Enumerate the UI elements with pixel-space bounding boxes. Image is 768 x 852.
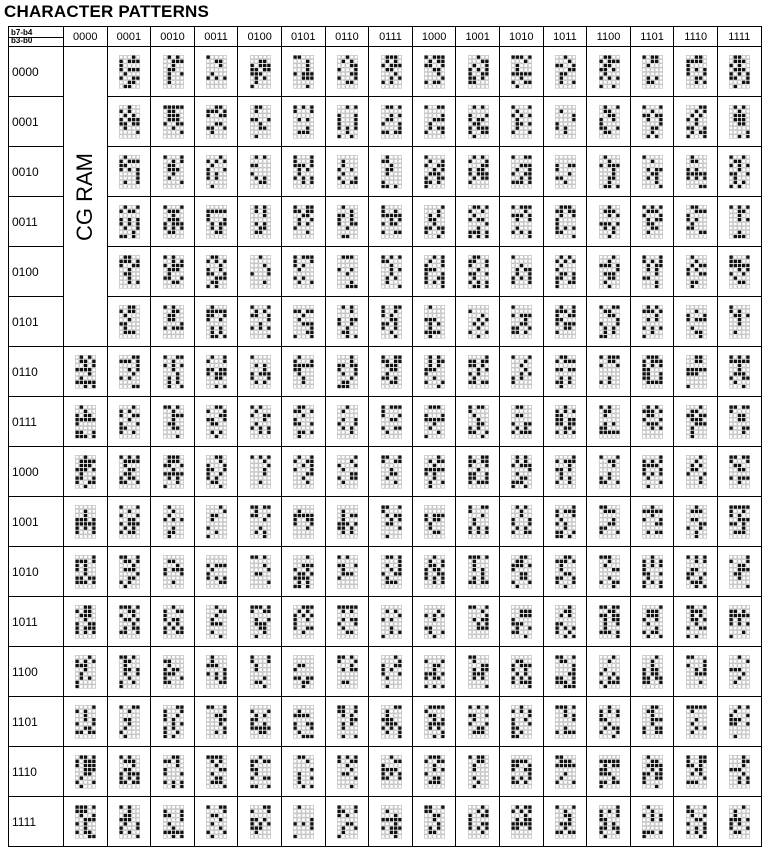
glyph-icon — [205, 54, 228, 90]
glyph-icon — [205, 604, 228, 640]
glyph-icon — [728, 804, 751, 840]
glyph-icon — [423, 354, 446, 390]
glyph-icon — [641, 404, 664, 440]
glyph-icon — [118, 654, 141, 690]
glyph-icon — [554, 254, 577, 290]
page-title: CHARACTER PATTERNS — [4, 2, 210, 21]
glyph-icon — [510, 154, 533, 190]
glyph-icon — [554, 154, 577, 190]
glyph-icon — [641, 654, 664, 690]
glyph-icon — [641, 604, 664, 640]
glyph-icon — [510, 454, 533, 490]
cgram-label: CG RAM — [72, 152, 98, 241]
glyph-icon — [292, 504, 315, 540]
glyph-icon — [118, 804, 141, 840]
glyph-icon — [598, 754, 621, 790]
glyph-icon — [336, 504, 359, 540]
glyph-icon — [118, 154, 141, 190]
glyph-icon — [380, 354, 403, 390]
glyph-icon — [423, 704, 446, 740]
glyph-icon — [685, 554, 708, 590]
row-header: 1100 — [8, 646, 64, 697]
glyph-icon — [423, 304, 446, 340]
glyph-icon — [728, 54, 751, 90]
glyph-icon — [467, 804, 490, 840]
glyph-icon — [292, 804, 315, 840]
column-header: 0110 — [325, 26, 370, 47]
glyph-icon — [510, 604, 533, 640]
glyph-icon — [380, 454, 403, 490]
glyph-icon — [292, 754, 315, 790]
glyph-icon — [685, 404, 708, 440]
row-header: 1110 — [8, 746, 64, 797]
glyph-icon — [554, 54, 577, 90]
glyph-icon — [598, 54, 621, 90]
glyph-icon — [336, 254, 359, 290]
glyph-icon — [510, 54, 533, 90]
glyph-icon — [685, 54, 708, 90]
glyph-icon — [728, 104, 751, 140]
glyph-icon — [554, 404, 577, 440]
glyph-icon — [336, 404, 359, 440]
glyph-icon — [336, 154, 359, 190]
row-header: 1011 — [8, 596, 64, 647]
glyph-icon — [336, 54, 359, 90]
glyph-icon — [510, 554, 533, 590]
row-header: 0011 — [8, 196, 64, 247]
column-header: 1001 — [455, 26, 500, 47]
glyph-icon — [728, 454, 751, 490]
glyph-icon — [728, 554, 751, 590]
glyph-icon — [685, 154, 708, 190]
glyph-icon — [467, 304, 490, 340]
glyph-icon — [380, 704, 403, 740]
glyph-icon — [162, 754, 185, 790]
glyph-icon — [249, 654, 272, 690]
glyph-icon — [380, 504, 403, 540]
glyph-icon — [510, 204, 533, 240]
glyph-icon — [292, 604, 315, 640]
glyph-icon — [467, 504, 490, 540]
glyph-icon — [554, 554, 577, 590]
glyph-icon — [205, 454, 228, 490]
header-corner — [8, 26, 64, 47]
glyph-icon — [380, 154, 403, 190]
glyph-icon — [380, 604, 403, 640]
glyph-icon — [467, 354, 490, 390]
glyph-icon — [423, 404, 446, 440]
glyph-icon — [380, 104, 403, 140]
glyph-icon — [423, 654, 446, 690]
glyph-icon — [162, 804, 185, 840]
glyph-icon — [74, 804, 97, 840]
glyph-icon — [292, 254, 315, 290]
glyph-icon — [641, 804, 664, 840]
row-header: 0100 — [8, 246, 64, 297]
glyph-icon — [685, 104, 708, 140]
glyph-icon — [728, 354, 751, 390]
glyph-icon — [641, 254, 664, 290]
glyph-icon — [74, 404, 97, 440]
glyph-icon — [249, 504, 272, 540]
glyph-icon — [162, 354, 185, 390]
glyph-icon — [336, 104, 359, 140]
row-header: 0001 — [8, 96, 64, 147]
glyph-icon — [685, 454, 708, 490]
glyph-icon — [74, 354, 97, 390]
glyph-icon — [292, 354, 315, 390]
glyph-icon — [205, 254, 228, 290]
glyph-icon — [641, 454, 664, 490]
glyph-icon — [74, 604, 97, 640]
row-header: 0110 — [8, 346, 64, 397]
glyph-icon — [380, 204, 403, 240]
glyph-icon — [162, 404, 185, 440]
glyph-icon — [74, 504, 97, 540]
glyph-icon — [423, 554, 446, 590]
glyph-icon — [292, 104, 315, 140]
glyph-icon — [467, 54, 490, 90]
glyph-icon — [336, 804, 359, 840]
glyph-icon — [510, 254, 533, 290]
glyph-icon — [118, 104, 141, 140]
glyph-icon — [380, 54, 403, 90]
glyph-icon — [336, 554, 359, 590]
glyph-icon — [292, 204, 315, 240]
glyph-icon — [292, 554, 315, 590]
glyph-icon — [74, 754, 97, 790]
glyph-icon — [598, 204, 621, 240]
glyph-icon — [292, 704, 315, 740]
glyph-icon — [118, 54, 141, 90]
glyph-icon — [685, 354, 708, 390]
glyph-icon — [292, 154, 315, 190]
glyph-icon — [205, 204, 228, 240]
glyph-icon — [118, 754, 141, 790]
glyph-icon — [249, 754, 272, 790]
glyph-icon — [205, 704, 228, 740]
glyph-icon — [598, 554, 621, 590]
row-header: 1000 — [8, 446, 64, 497]
glyph-icon — [292, 454, 315, 490]
glyph-icon — [598, 304, 621, 340]
glyph-icon — [205, 654, 228, 690]
glyph-icon — [554, 604, 577, 640]
glyph-icon — [728, 254, 751, 290]
row-header: 1001 — [8, 496, 64, 547]
row-header: 0000 — [8, 46, 64, 97]
cgram-block — [63, 46, 108, 347]
glyph-icon — [685, 754, 708, 790]
glyph-icon — [510, 704, 533, 740]
column-header: 0111 — [368, 26, 413, 47]
glyph-icon — [423, 154, 446, 190]
glyph-icon — [685, 654, 708, 690]
glyph-icon — [510, 804, 533, 840]
glyph-icon — [380, 804, 403, 840]
corner-lower-label: b3-b0 — [11, 36, 33, 45]
column-header: 0000 — [63, 26, 108, 47]
glyph-icon — [380, 554, 403, 590]
glyph-icon — [554, 654, 577, 690]
glyph-icon — [162, 454, 185, 490]
row-header: 0010 — [8, 146, 64, 197]
glyph-icon — [380, 404, 403, 440]
column-header: 0100 — [237, 26, 282, 47]
glyph-icon — [205, 754, 228, 790]
glyph-icon — [554, 354, 577, 390]
glyph-icon — [336, 454, 359, 490]
glyph-icon — [467, 604, 490, 640]
glyph-icon — [728, 204, 751, 240]
glyph-icon — [685, 204, 708, 240]
glyph-icon — [162, 654, 185, 690]
glyph-icon — [205, 304, 228, 340]
glyph-icon — [641, 104, 664, 140]
glyph-icon — [641, 554, 664, 590]
glyph-icon — [510, 404, 533, 440]
glyph-icon — [728, 604, 751, 640]
glyph-icon — [423, 454, 446, 490]
row-header: 1101 — [8, 696, 64, 747]
glyph-icon — [249, 454, 272, 490]
glyph-icon — [336, 704, 359, 740]
glyph-icon — [467, 204, 490, 240]
glyph-icon — [685, 704, 708, 740]
glyph-icon — [728, 754, 751, 790]
glyph-icon — [641, 704, 664, 740]
glyph-icon — [118, 354, 141, 390]
column-header: 0010 — [150, 26, 195, 47]
glyph-icon — [380, 654, 403, 690]
glyph-icon — [598, 404, 621, 440]
glyph-icon — [510, 504, 533, 540]
glyph-icon — [598, 254, 621, 290]
glyph-icon — [598, 654, 621, 690]
glyph-icon — [162, 554, 185, 590]
glyph-icon — [467, 554, 490, 590]
glyph-icon — [554, 754, 577, 790]
glyph-icon — [249, 704, 272, 740]
glyph-icon — [292, 654, 315, 690]
column-header: 1011 — [543, 26, 588, 47]
glyph-icon — [205, 804, 228, 840]
glyph-icon — [510, 304, 533, 340]
glyph-icon — [162, 104, 185, 140]
glyph-icon — [598, 154, 621, 190]
glyph-icon — [205, 354, 228, 390]
glyph-icon — [118, 504, 141, 540]
glyph-icon — [641, 754, 664, 790]
glyph-icon — [554, 804, 577, 840]
glyph-icon — [467, 704, 490, 740]
glyph-icon — [598, 804, 621, 840]
glyph-icon — [685, 504, 708, 540]
glyph-icon — [205, 104, 228, 140]
glyph-icon — [467, 104, 490, 140]
glyph-icon — [510, 354, 533, 390]
glyph-icon — [249, 254, 272, 290]
glyph-icon — [598, 104, 621, 140]
glyph-icon — [249, 804, 272, 840]
glyph-icon — [118, 304, 141, 340]
glyph-icon — [554, 504, 577, 540]
glyph-icon — [162, 54, 185, 90]
glyph-icon — [467, 754, 490, 790]
row-header: 1111 — [8, 796, 64, 847]
corner-upper-label: b7-b4 — [11, 28, 33, 37]
column-header: 1111 — [717, 26, 762, 47]
glyph-icon — [554, 204, 577, 240]
glyph-icon — [162, 604, 185, 640]
glyph-icon — [118, 454, 141, 490]
glyph-icon — [205, 554, 228, 590]
glyph-icon — [728, 654, 751, 690]
row-header: 0111 — [8, 396, 64, 447]
glyph-icon — [292, 54, 315, 90]
glyph-icon — [74, 704, 97, 740]
glyph-icon — [598, 454, 621, 490]
glyph-icon — [162, 504, 185, 540]
glyph-icon — [510, 754, 533, 790]
glyph-icon — [685, 804, 708, 840]
glyph-icon — [467, 154, 490, 190]
glyph-icon — [249, 54, 272, 90]
glyph-icon — [423, 254, 446, 290]
glyph-icon — [685, 604, 708, 640]
glyph-icon — [641, 354, 664, 390]
glyph-icon — [336, 204, 359, 240]
glyph-icon — [728, 304, 751, 340]
glyph-icon — [423, 504, 446, 540]
column-header: 1110 — [673, 26, 718, 47]
glyph-icon — [162, 154, 185, 190]
glyph-icon — [118, 404, 141, 440]
glyph-icon — [380, 254, 403, 290]
glyph-icon — [467, 454, 490, 490]
glyph-icon — [249, 604, 272, 640]
column-header: 0101 — [281, 26, 326, 47]
glyph-icon — [554, 304, 577, 340]
glyph-icon — [554, 704, 577, 740]
glyph-icon — [685, 254, 708, 290]
glyph-icon — [249, 554, 272, 590]
glyph-icon — [423, 204, 446, 240]
glyph-icon — [336, 754, 359, 790]
glyph-icon — [598, 604, 621, 640]
glyph-icon — [336, 654, 359, 690]
glyph-icon — [728, 404, 751, 440]
glyph-icon — [641, 304, 664, 340]
glyph-icon — [598, 504, 621, 540]
glyph-icon — [423, 54, 446, 90]
glyph-icon — [74, 654, 97, 690]
row-header: 0101 — [8, 296, 64, 347]
glyph-icon — [685, 304, 708, 340]
glyph-icon — [118, 704, 141, 740]
glyph-icon — [467, 404, 490, 440]
glyph-icon — [728, 704, 751, 740]
glyph-icon — [380, 754, 403, 790]
glyph-icon — [249, 154, 272, 190]
glyph-icon — [510, 104, 533, 140]
glyph-icon — [641, 154, 664, 190]
glyph-icon — [598, 354, 621, 390]
row-header: 1010 — [8, 546, 64, 597]
glyph-icon — [641, 54, 664, 90]
glyph-icon — [118, 554, 141, 590]
glyph-icon — [554, 104, 577, 140]
glyph-icon — [554, 454, 577, 490]
glyph-icon — [162, 254, 185, 290]
glyph-icon — [249, 304, 272, 340]
column-header: 1100 — [586, 26, 631, 47]
column-header: 0011 — [194, 26, 239, 47]
glyph-icon — [249, 104, 272, 140]
glyph-icon — [249, 204, 272, 240]
glyph-icon — [423, 604, 446, 640]
glyph-icon — [598, 704, 621, 740]
glyph-icon — [336, 604, 359, 640]
column-header: 0001 — [107, 26, 152, 47]
column-header: 1000 — [412, 26, 457, 47]
glyph-icon — [205, 404, 228, 440]
glyph-icon — [510, 654, 533, 690]
glyph-icon — [641, 204, 664, 240]
glyph-icon — [467, 254, 490, 290]
glyph-icon — [118, 204, 141, 240]
glyph-icon — [118, 604, 141, 640]
glyph-icon — [205, 504, 228, 540]
glyph-icon — [162, 204, 185, 240]
column-header: 1010 — [499, 26, 544, 47]
glyph-icon — [423, 804, 446, 840]
column-header: 1101 — [630, 26, 675, 47]
glyph-icon — [641, 504, 664, 540]
glyph-icon — [249, 354, 272, 390]
glyph-icon — [205, 154, 228, 190]
glyph-icon — [423, 104, 446, 140]
glyph-icon — [336, 304, 359, 340]
glyph-icon — [467, 654, 490, 690]
glyph-icon — [292, 304, 315, 340]
glyph-icon — [74, 554, 97, 590]
glyph-icon — [292, 404, 315, 440]
glyph-icon — [728, 154, 751, 190]
glyph-icon — [162, 304, 185, 340]
glyph-icon — [162, 704, 185, 740]
glyph-icon — [249, 404, 272, 440]
glyph-icon — [336, 354, 359, 390]
glyph-icon — [74, 454, 97, 490]
glyph-icon — [728, 504, 751, 540]
glyph-icon — [423, 754, 446, 790]
glyph-icon — [380, 304, 403, 340]
glyph-icon — [118, 254, 141, 290]
